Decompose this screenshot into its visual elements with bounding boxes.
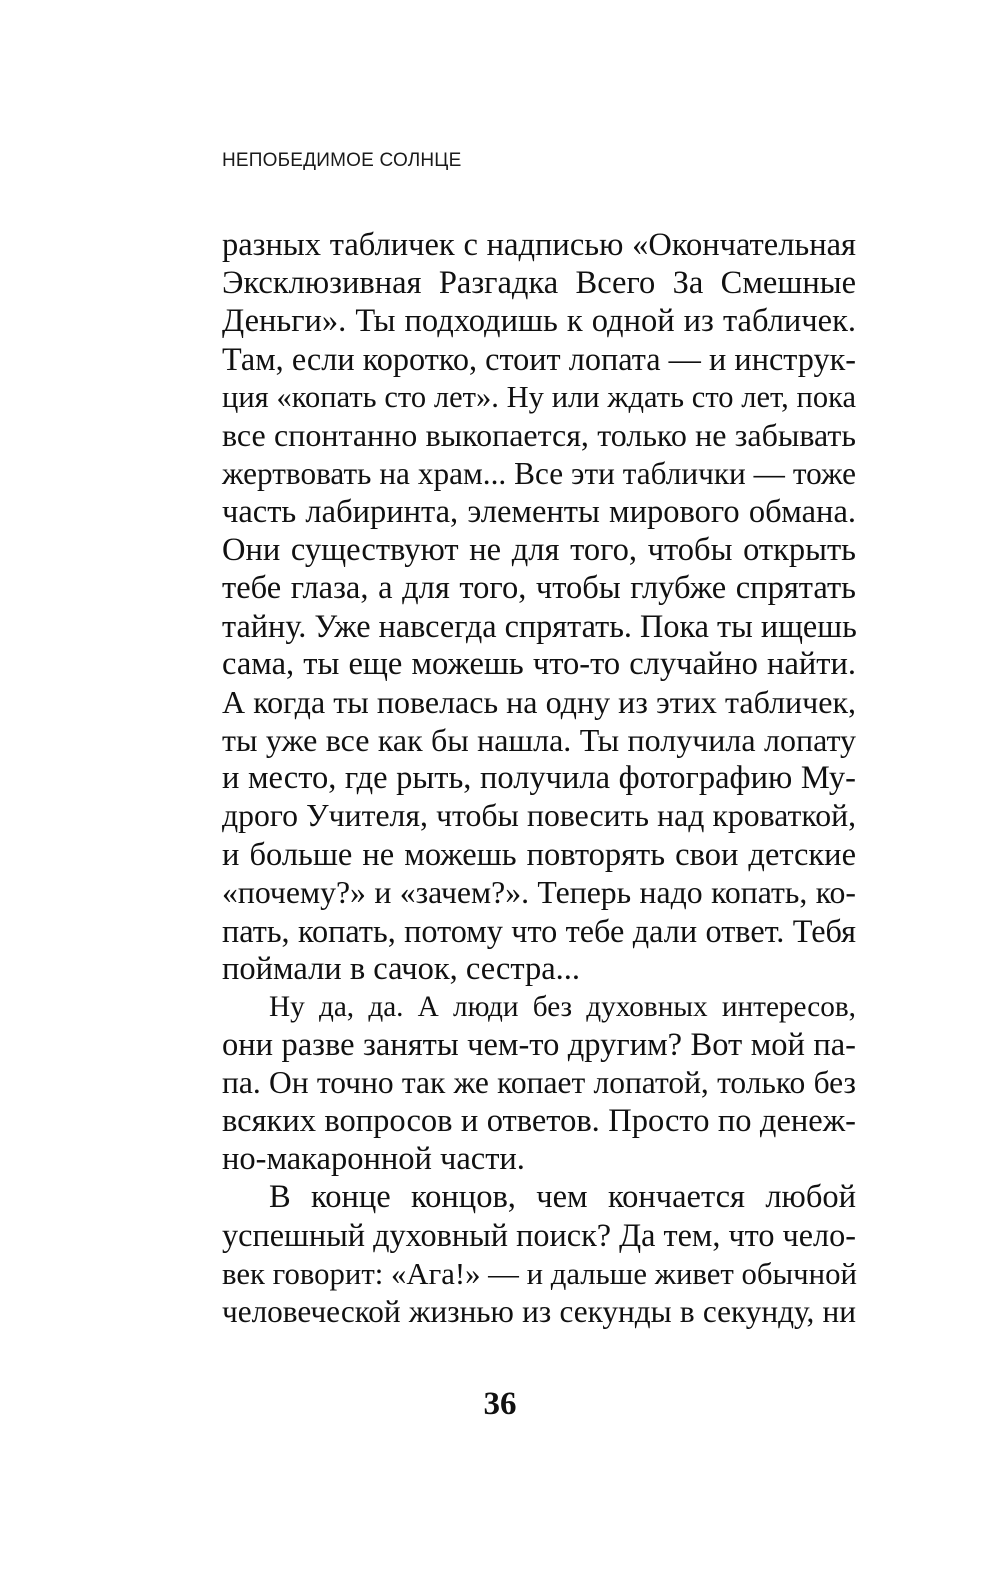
page-number: 36	[483, 1386, 517, 1422]
text-line: успешный духовный поиск? Да тем, что чело-	[222, 1217, 857, 1254]
text-line: пать, копать, потому что тебе дали ответ. Тебя	[222, 912, 856, 949]
text-line: но-макаронной части.	[222, 1141, 525, 1178]
text-line: человеческой жизнью из секунды в секунду, ни	[222, 1293, 856, 1329]
text-line: Ну да, да. А люди без духовных интересов,	[269, 990, 856, 1023]
text-line: В конце концов, чем кончается любой	[269, 1179, 856, 1216]
text-line: тебе глаза, а для того, чтобы глубже спрятать	[222, 569, 856, 606]
text-line: тайну. Уже навсегда спрятать. Пока ты ищешь	[222, 607, 857, 644]
paragraph	[222, 1178, 856, 1330]
text-line: разных табличек с надписью «Окончательная	[222, 227, 856, 263]
text-line: сама, ты еще можешь что-то случайно найти.	[222, 646, 856, 683]
text-line: и место, где рыть, получила фотографию Му-	[222, 760, 856, 797]
text-line: век говорит: «Ага!» — и дальше живет обычной	[222, 1256, 857, 1291]
text-line: па. Он точно так же копает лопатой, только без	[222, 1065, 856, 1101]
text-line: Там, если коротко, стоит лопата — и инструк-	[222, 341, 856, 378]
text-line: все спонтанно выкопается, только не забывать	[222, 417, 856, 454]
text-line: дрого Учителя, чтобы повесить над кроваткой,	[222, 798, 856, 834]
text-line: и больше не можешь повторять свои детские	[222, 836, 856, 873]
paragraph	[222, 226, 856, 988]
text-line: часть лабиринта, элементы мирового обмана.	[222, 493, 856, 530]
text-line: жертвовать на храм... Все эти таблички — тоже	[222, 455, 856, 491]
text-line: поймали в сачок, сестра...	[222, 950, 581, 987]
text-line: всяких вопросов и ответов. Просто по денеж-	[222, 1103, 856, 1140]
text-line: А когда ты повелась на одну из этих табличек,	[222, 684, 856, 721]
text-line: ция «копать сто лет». Ну или ждать сто лет, пока	[222, 380, 856, 415]
paragraph	[222, 988, 856, 1178]
text-line: ты уже все как бы нашла. Ты получила лопату	[222, 722, 856, 759]
text-line: Эксклюзивная Разгадка Всего За Смешные	[222, 265, 856, 302]
text-line: Деньги». Ты подходишь к одной из табличек.	[222, 303, 856, 340]
running-head: НЕПОБЕДИМОЕ СОЛНЦЕ	[222, 150, 462, 171]
text-line: «почему?» и «зачем?». Теперь надо копать, ко-	[222, 874, 856, 910]
text-line: Они существуют не для того, чтобы открыть	[222, 531, 856, 568]
body-text	[222, 226, 856, 1331]
text-line: они разве заняты чем-то другим? Вот мой па-	[222, 1026, 856, 1063]
